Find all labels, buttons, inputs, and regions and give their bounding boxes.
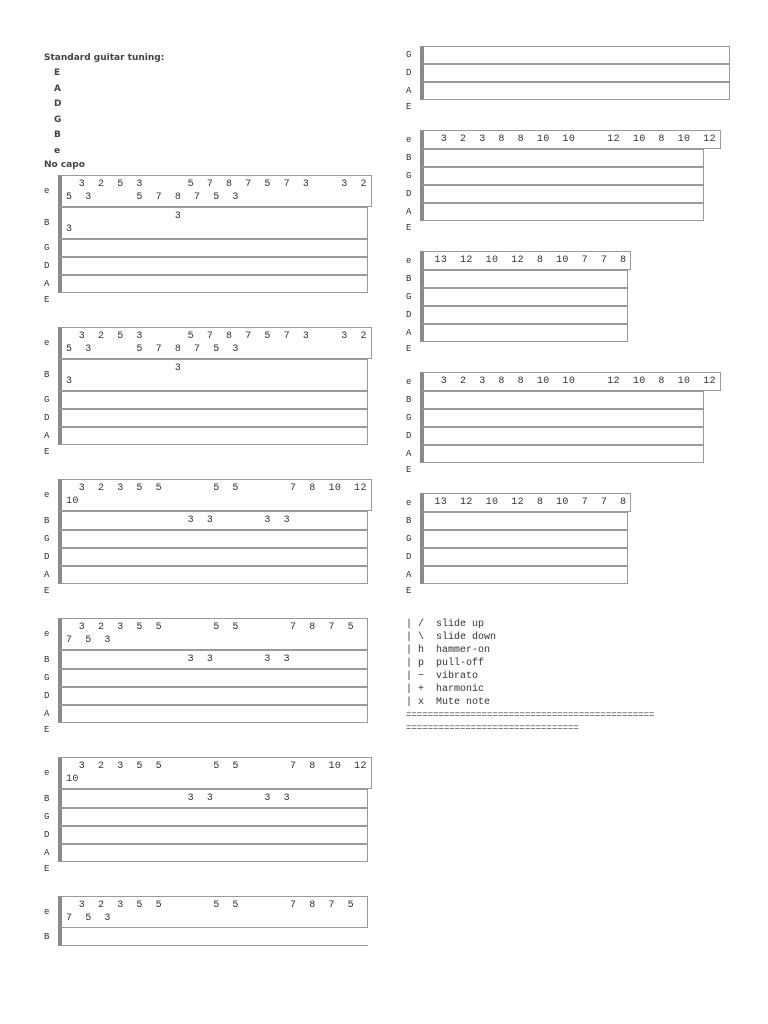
tab-string-row: [406, 530, 730, 548]
tab-string-line: [58, 705, 368, 723]
tab-string-line: [420, 149, 704, 167]
legend-item: | ~ vibrato: [406, 671, 479, 682]
tab-string-line: [58, 207, 368, 239]
tab-string-row: [406, 391, 730, 409]
tab-string-row: [44, 650, 368, 669]
tab-string-row: [44, 789, 368, 808]
tab-string-row: [44, 618, 368, 650]
tab-block: [44, 479, 368, 598]
string-name: G: [44, 673, 50, 683]
string-name: A: [406, 328, 412, 338]
tab-string-row: [406, 445, 730, 463]
fret-notes: 3 2 3 8 8 10 10 12 10 8 10 12: [428, 134, 717, 145]
tab-string-row: [406, 167, 730, 185]
string-name: e: [44, 629, 50, 639]
legend-item: | + harmonic: [406, 684, 485, 695]
tab-string-line: [420, 391, 704, 409]
right-tab-blocks: [406, 130, 730, 598]
tab-string-line: [58, 327, 372, 359]
fret-notes: 3 2 3 5 5 5 5 7 8 7 5: [66, 900, 355, 911]
tab-string-row: [44, 826, 368, 844]
string-name: A: [406, 570, 412, 580]
capo-label: No capo: [44, 160, 85, 170]
string-name: E: [44, 447, 50, 457]
tab-string-row: [44, 257, 368, 275]
string-name: B: [406, 395, 412, 405]
tab-block: [44, 327, 368, 459]
string-name: D: [406, 68, 412, 78]
tab-string-row: [44, 175, 368, 207]
tab-string-line: [420, 548, 628, 566]
fret-notes: 13 12 10 12 8 10 7 7 8: [428, 255, 627, 266]
tab-string-line: [58, 826, 368, 844]
partial-tab-block: [406, 46, 730, 114]
fret-notes: 5 3 5 7 8 7 5 3: [66, 344, 239, 355]
string-name: G: [406, 534, 412, 544]
tab-string-line: [58, 257, 368, 275]
separator-rules: [406, 709, 730, 735]
tab-string-row: [406, 566, 730, 584]
string-name: e: [44, 338, 50, 348]
tuning-string: E: [54, 68, 61, 78]
tab-string-row: [406, 409, 730, 427]
tab-string-line: [420, 167, 704, 185]
fret-notes: 10: [66, 496, 79, 507]
tab-string-line: [58, 618, 368, 650]
tuning-string: G: [54, 114, 62, 125]
string-name: e: [406, 497, 412, 508]
tab-string-line: [58, 391, 368, 409]
string-name: G: [44, 534, 50, 544]
left-column: [44, 52, 368, 946]
fret-notes: 3: [66, 363, 182, 374]
tab-string-line: [58, 757, 372, 789]
string-name: e: [406, 376, 412, 387]
string-name: A: [406, 86, 412, 96]
fret-notes: 3: [66, 376, 73, 387]
tab-block: [44, 618, 368, 737]
tab-string-line: [420, 130, 721, 149]
string-name: D: [406, 189, 412, 199]
tab-string-row: [406, 130, 730, 149]
fret-notes: 3 2 3 5 5 5 5 7 8 10 12: [66, 761, 367, 772]
tab-string-line: [58, 844, 368, 862]
legend-item: | x Mute note: [406, 697, 491, 708]
string-name: A: [44, 848, 50, 858]
tab-string-row: [44, 207, 368, 239]
string-name: B: [406, 516, 412, 526]
fret-notes: 3: [66, 224, 73, 235]
tab-string-row: [44, 275, 368, 293]
tab-string-line: [58, 427, 368, 445]
tab-string-line: [420, 288, 628, 306]
separator-rule: ==============================================: [406, 710, 655, 720]
fret-notes: 5 3 5 7 8 7 5 3: [66, 192, 239, 203]
tab-string-line: [58, 650, 368, 669]
string-name: E: [406, 344, 412, 354]
string-name: G: [44, 812, 50, 822]
tab-string-row: [406, 82, 730, 100]
legend-item: | \ slide down: [406, 632, 497, 643]
legend-item: | p pull-off: [406, 658, 485, 669]
tuning-string: B: [54, 130, 61, 140]
string-name: E: [406, 586, 412, 596]
string-name: D: [44, 830, 50, 840]
fret-notes: 3 2 3 5 5 5 5 7 8 7 5: [66, 622, 355, 633]
tab-string-row: [406, 372, 730, 391]
fret-notes: 3 2 5 3 5 7 8 7 5 7 3 3 2: [66, 179, 367, 190]
tab-string-row: [44, 479, 368, 511]
string-name: e: [44, 768, 50, 778]
tab-block: [44, 757, 368, 876]
tab-string-line: [58, 175, 372, 207]
tab-string-row: [44, 687, 368, 705]
string-name: e: [44, 490, 50, 500]
tab-string-line: [58, 409, 368, 427]
tab-string-row: [406, 288, 730, 306]
string-name: D: [406, 431, 412, 441]
tab-string-row: [44, 511, 368, 530]
tab-string-row: [406, 64, 730, 82]
tab-string-row: [406, 493, 730, 512]
tab-string-row: [406, 251, 730, 270]
tab-block: [406, 251, 730, 356]
string-name: e: [44, 907, 50, 917]
string-name: A: [44, 570, 50, 580]
tab-string-row: [406, 270, 730, 288]
tab-string-line: [58, 928, 368, 946]
tab-string-row: [44, 808, 368, 826]
string-name: D: [44, 261, 50, 271]
tab-string-row: [44, 359, 368, 391]
string-name: D: [44, 413, 50, 423]
tab-string-line: [420, 427, 704, 445]
tab-block: [44, 175, 368, 307]
tab-string-line: [420, 324, 628, 342]
fret-notes: 3 3 3 3: [66, 793, 291, 804]
tab-string-line: [420, 512, 628, 530]
tab-block: [406, 493, 730, 598]
string-name: G: [44, 243, 50, 253]
tab-string-line: [58, 548, 368, 566]
string-name: A: [44, 431, 50, 441]
tab-string-line: [420, 372, 721, 391]
string-name: e: [406, 134, 412, 145]
tab-block: [44, 896, 368, 946]
tab-string-row: [406, 324, 730, 342]
tab-string-line: [58, 566, 368, 584]
tab-string-row: [44, 896, 368, 928]
string-name: B: [406, 274, 412, 284]
tab-string-row: [44, 239, 368, 257]
tab-string-line: [420, 530, 628, 548]
string-name: E: [44, 864, 50, 874]
tab-string-line: [58, 511, 368, 530]
fret-notes: 3: [66, 211, 182, 222]
string-name: E: [406, 465, 412, 475]
string-name: E: [44, 295, 50, 305]
tab-string-row: [44, 705, 368, 723]
string-name: A: [44, 709, 50, 719]
legend-item: | / slide up: [406, 619, 485, 630]
tab-string-line: [58, 669, 368, 687]
string-name: E: [44, 586, 50, 596]
tab-string-row: [44, 669, 368, 687]
tab-string-line: [420, 64, 730, 82]
tab-string-line: [420, 566, 628, 584]
string-name: E: [406, 102, 412, 112]
tab-string-row: [44, 928, 368, 946]
tab-string-row: [406, 306, 730, 324]
string-name: G: [406, 171, 412, 181]
string-name: G: [406, 50, 412, 60]
tab-string-line: [420, 445, 704, 463]
fret-notes: 3 2 3 8 8 10 10 12 10 8 10 12: [428, 376, 717, 387]
tab-block: [406, 130, 730, 235]
tab-string-row: [406, 548, 730, 566]
fret-notes: 13 12 10 12 8 10 7 7 8: [428, 497, 627, 508]
tab-string-line: [58, 239, 368, 257]
string-name: B: [44, 932, 50, 942]
string-name: e: [44, 186, 50, 196]
legend-item: | h hammer-on: [406, 645, 491, 656]
right-column: [406, 46, 730, 735]
string-name: D: [44, 552, 50, 562]
string-name: e: [406, 255, 412, 266]
tab-string-line: [420, 203, 704, 221]
tab-string-line: [58, 789, 368, 808]
string-name: G: [406, 413, 412, 423]
tab-string-line: [420, 270, 628, 288]
tab-string-line: [420, 82, 730, 100]
string-name: B: [44, 218, 50, 228]
string-name: A: [44, 279, 50, 289]
tab-string-line: [420, 46, 730, 64]
string-name: D: [406, 310, 412, 320]
tab-string-row: [406, 203, 730, 221]
tab-string-row: [406, 46, 730, 64]
tab-string-row: [44, 757, 368, 789]
tab-string-row: [44, 409, 368, 427]
tab-string-row: [406, 427, 730, 445]
tab-string-line: [58, 808, 368, 826]
tab-string-row: [44, 566, 368, 584]
tuning-string: D: [54, 99, 62, 109]
legend: [406, 618, 730, 709]
separator-rule: ================================: [406, 723, 579, 733]
tab-string-line: [58, 275, 368, 293]
tab-string-row: [406, 185, 730, 203]
string-name: D: [406, 552, 412, 562]
string-name: B: [44, 515, 50, 526]
string-name: B: [44, 793, 50, 804]
string-name: G: [44, 395, 50, 405]
fret-notes: 3 2 3 5 5 5 5 7 8 10 12: [66, 483, 367, 494]
fret-notes: 10: [66, 774, 79, 785]
tab-string-line: [58, 359, 368, 391]
tab-string-line: [58, 530, 368, 548]
tab-string-row: [44, 327, 368, 359]
tab-string-row: [44, 844, 368, 862]
tab-string-line: [58, 479, 372, 511]
fret-notes: 7 5 3: [66, 913, 111, 924]
string-name: D: [44, 691, 50, 701]
tuning-string: e: [54, 145, 61, 156]
tab-string-line: [420, 306, 628, 324]
tab-string-row: [44, 391, 368, 409]
string-name: E: [44, 725, 50, 735]
tab-string-row: [44, 427, 368, 445]
string-name: A: [406, 449, 412, 459]
string-name: A: [406, 207, 412, 217]
string-name: B: [44, 654, 50, 665]
left-tab-blocks: [44, 175, 368, 946]
fret-notes: 3 2 5 3 5 7 8 7 5 7 3 3 2: [66, 331, 367, 342]
fret-notes: 7 5 3: [66, 635, 111, 646]
tab-string-row: [406, 149, 730, 167]
tab-string-row: [406, 512, 730, 530]
string-name: G: [406, 292, 412, 302]
tab-string-line: [420, 251, 631, 270]
tab-string-line: [58, 896, 368, 928]
fret-notes: 3 3 3 3: [66, 515, 291, 526]
fret-notes: 3 3 3 3: [66, 654, 291, 665]
tab-block: [406, 372, 730, 477]
tuning-list: [54, 66, 368, 159]
string-name: B: [406, 153, 412, 163]
tab-string-row: [44, 530, 368, 548]
tab-string-line: [420, 493, 631, 512]
tuning-string: A: [54, 83, 61, 94]
tab-string-line: [420, 409, 704, 427]
tab-string-line: [58, 687, 368, 705]
string-name: E: [406, 223, 412, 233]
string-name: B: [44, 370, 50, 380]
tuning-title: Standard guitar tuning:: [44, 53, 165, 63]
tab-string-line: [420, 185, 704, 203]
tab-string-row: [44, 548, 368, 566]
